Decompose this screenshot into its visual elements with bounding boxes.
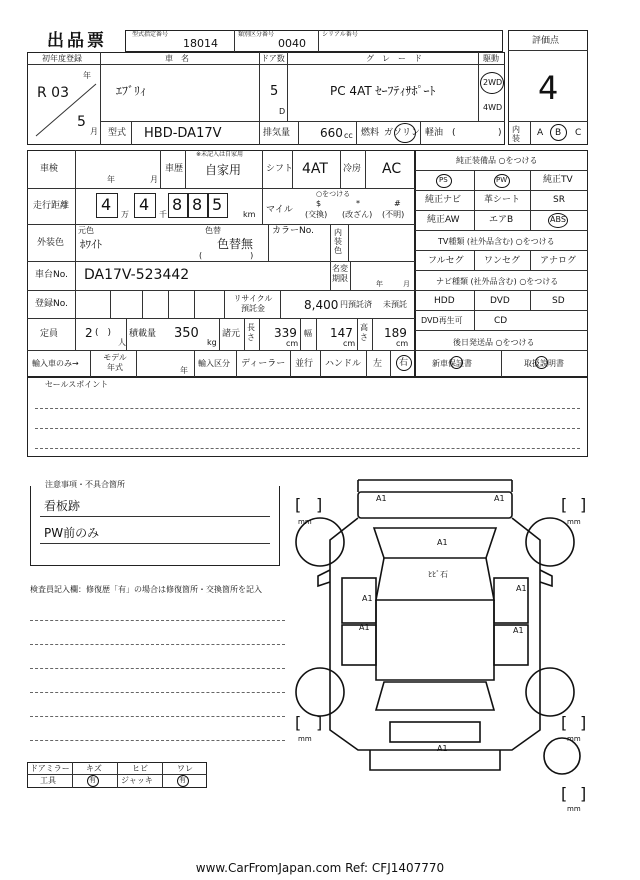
mileage-digit: 8	[192, 195, 203, 214]
tools-value: 有	[89, 776, 96, 784]
model-designation-label: 型式指定番号	[132, 31, 169, 38]
scratch-label: キズ	[86, 764, 102, 773]
load-label: 積載量	[129, 329, 157, 339]
damage-mark: A1	[359, 623, 370, 632]
later-title: 後日発送品 ○をつける	[453, 338, 535, 347]
sunroof: SR	[553, 195, 565, 205]
damage-mark: A1	[437, 538, 448, 547]
displacement-label: 排気量	[263, 128, 291, 138]
damage-mark: A1	[362, 594, 373, 603]
mm-unit: mm	[298, 735, 312, 743]
bracket-close: ]	[580, 713, 587, 732]
interior-color-label: 内装色	[334, 228, 342, 255]
power-window: PW	[496, 176, 508, 184]
damage-mark: A1	[437, 744, 448, 753]
name-change-year: 年	[376, 280, 383, 288]
width-label: 幅	[304, 329, 312, 338]
mileage-label: 走行距離	[33, 201, 70, 211]
unknown-symbol: #	[394, 199, 401, 208]
length-label: 長さ	[247, 323, 255, 342]
tamper-symbol: *	[356, 199, 360, 208]
car-diagram	[290, 470, 590, 815]
analog: アナログ	[540, 256, 577, 266]
handle-right: 右	[399, 358, 409, 368]
category-value: 0040	[278, 37, 306, 50]
load-value: 350	[174, 326, 199, 341]
grade-value: PC 4AT ｾｰﾌﾃｨｻﾎﾟｰﾄ	[330, 84, 436, 98]
mileage-digit: 4	[139, 195, 150, 214]
navi-title: ナビ種類 (社外品含む) ○をつける	[436, 277, 559, 286]
length-value: 339	[274, 326, 297, 340]
bracket-open: [	[295, 713, 302, 732]
height-unit: cm	[396, 339, 409, 348]
fuel-paren-open: (	[452, 128, 456, 138]
windshield-note: ﾋﾋﾞ石	[428, 570, 448, 579]
score-value: 4	[538, 69, 559, 107]
full-seg: フルセグ	[428, 256, 464, 266]
persons-unit: 人	[118, 338, 126, 347]
model-year-unit: 年	[180, 366, 188, 375]
sheet-title: 出品票	[47, 31, 107, 51]
length-unit: cm	[286, 339, 299, 348]
shift-value: 4AT	[302, 161, 328, 177]
inspection-year-unit: 年	[107, 175, 115, 184]
cd: CD	[494, 316, 508, 326]
exchange-label: (交換)	[305, 210, 328, 219]
light-oil-label: 軽油	[425, 128, 444, 138]
recycle-unit: 円預託済	[340, 300, 372, 309]
chassis-value: DA17V-523442	[84, 267, 190, 283]
damage-mark: A1	[494, 494, 505, 503]
model-year-label: モデル年式	[103, 353, 127, 372]
interior-a: A	[537, 128, 544, 138]
width-value: 147	[330, 326, 353, 340]
recycle-unpaid: 未預託	[383, 300, 407, 309]
capacity-paren: ( )	[95, 328, 112, 338]
first-reg-month: 5	[77, 114, 86, 130]
mileage-digit: 8	[172, 195, 183, 214]
mm-unit: mm	[567, 805, 581, 813]
import-type-label: 輸入区分	[198, 359, 230, 368]
genuine-tv: 純正TV	[543, 175, 573, 185]
navi-sd: SD	[552, 296, 565, 306]
one-seg: ワンセグ	[484, 256, 521, 266]
mirror-label: ドアミラー	[30, 764, 70, 773]
model-label: 型式	[108, 128, 127, 138]
interior-b: B	[555, 128, 562, 138]
first-reg-slash	[30, 80, 100, 140]
tools-label: 工具	[40, 776, 56, 785]
mileage-digit: 5	[212, 195, 223, 214]
notes-title: 注意事項・不具合箇所	[45, 480, 125, 489]
mileage-digit: 4	[101, 195, 112, 214]
airbag: エアB	[489, 215, 514, 225]
crack-label: ヒビ	[132, 764, 148, 773]
registration-label: 登録No.	[35, 299, 68, 309]
doors-label: ドア数	[261, 54, 285, 63]
fuel-label: 燃料	[361, 128, 380, 138]
mile-label: マイル	[266, 205, 293, 215]
dvd-player: DVD再生可	[421, 316, 463, 325]
note-line: 看板跡	[44, 499, 81, 513]
break-label: ワレ	[177, 764, 193, 773]
inspector-label: 検査員記入欄：修復歴「有」の場合は修復箇所・交換箇所を記入	[30, 585, 262, 594]
model-value: HBD-DA17V	[144, 126, 222, 141]
history-value: 自家用	[205, 163, 242, 177]
exterior-value: ﾎﾜｲﾄ	[80, 238, 102, 251]
color-no-label: カラーNo.	[272, 226, 314, 236]
drive-2wd: 2WD	[483, 78, 503, 87]
navi-dvd: DVD	[490, 296, 510, 306]
bracket-open: [	[561, 713, 568, 732]
power-steering: PS	[439, 176, 448, 184]
model-designation-value: 18014	[183, 37, 218, 50]
navi-hdd: HDD	[434, 296, 455, 306]
genuine-navi: 純正ナビ	[425, 195, 462, 205]
capacity-label: 定員	[40, 329, 59, 339]
recycle-value: 8,400	[304, 298, 339, 312]
sales-point-box	[27, 377, 588, 457]
jack-label: ジャッキ	[121, 776, 153, 785]
bracket-close: ]	[580, 784, 587, 803]
bracket-open: [	[561, 495, 568, 514]
ac-value: AC	[382, 161, 402, 177]
kg-unit: kg	[207, 338, 217, 347]
jack-value: 有	[179, 776, 186, 784]
sales-point-label: セールスポイント	[45, 380, 109, 389]
bracket-close: ]	[580, 495, 587, 514]
fuel-gasoline: ガソリン	[384, 128, 421, 138]
damage-mark: A1	[516, 584, 527, 593]
recycle-label: リサイクル預託金	[233, 294, 273, 313]
genuine-aw: 純正AW	[427, 215, 460, 225]
manual-circle	[535, 356, 548, 369]
handle-label: ハンドル	[325, 359, 362, 369]
header-code-box	[125, 30, 503, 52]
drive-label: 駆動	[483, 54, 499, 63]
car-name-label: 車 名	[165, 54, 189, 63]
warranty: 新車保証書	[432, 359, 472, 368]
km-unit: km	[243, 210, 256, 219]
capacity-value: 2	[85, 326, 93, 340]
exchange-symbol: $	[316, 199, 322, 208]
bracket-close: ]	[316, 713, 323, 732]
dealer-label: ディーラー	[241, 359, 286, 369]
import-only-label: 輸入車のみ→	[32, 359, 79, 368]
height-label: 高さ	[360, 323, 368, 342]
first-reg-month-unit: 月	[90, 127, 98, 136]
unknown-label: (不明)	[382, 210, 405, 219]
footer-ref: www.CarFromJapan.com Ref: CFJ1407770	[195, 861, 445, 875]
history-note: ※未記入は自家用	[196, 151, 244, 158]
damage-mark: A1	[513, 626, 524, 635]
repaint-value: 色替無	[217, 237, 254, 251]
name-change-label: 名変期限	[332, 264, 348, 283]
inspection-label: 車検	[40, 164, 59, 174]
ac-label: 冷房	[343, 164, 362, 174]
genuine-title: 純正装備品 ○をつける	[456, 156, 538, 165]
exterior-label: 外装色	[37, 238, 65, 248]
shift-label: シフト	[266, 164, 294, 174]
doors-suffix: D	[279, 107, 286, 116]
leather-seat: 革シート	[484, 195, 521, 205]
doors-value: 5	[270, 84, 279, 99]
repaint-paren: ( )	[199, 251, 254, 260]
first-reg-year-unit: 年	[83, 71, 91, 80]
first-reg-year: R 03	[37, 85, 69, 101]
mm-unit: mm	[567, 518, 581, 526]
note-line: PW前のみ	[44, 526, 100, 540]
name-change-month: 月	[403, 280, 410, 288]
orig-color-label: 元色	[78, 226, 94, 235]
mm-unit: mm	[567, 735, 581, 743]
bracket-open: [	[295, 495, 302, 514]
height-value: 189	[384, 326, 407, 340]
score-label: 評価点	[532, 36, 560, 46]
parallel-label: 並行	[295, 359, 314, 369]
width-unit: cm	[343, 339, 356, 348]
serial-label: シリアル番号	[322, 31, 358, 38]
history-label: 車歴	[165, 164, 184, 174]
car-name-value: ｴﾌﾞﾘｨ	[116, 84, 147, 98]
fuel-paren-close: )	[498, 128, 502, 138]
repaint-label: 色替	[205, 226, 221, 235]
first-reg-label: 初年度登録	[42, 54, 82, 63]
sen-unit: 千	[159, 210, 167, 219]
tamper-label: (改ざん)	[342, 210, 373, 219]
drive-4wd: 4WD	[483, 103, 503, 112]
displacement-unit: cc	[344, 131, 353, 140]
circle-note: ○をつける	[316, 190, 351, 198]
bracket-close: ]	[316, 495, 323, 514]
category-label: 類別区分番号	[238, 31, 275, 38]
interior-label: 内装	[512, 125, 520, 143]
abs: ABS	[550, 215, 566, 224]
displacement-value: 660	[320, 126, 343, 140]
man-unit: 万	[121, 210, 129, 219]
grade-label: グ レ ー ド	[366, 54, 422, 63]
tv-title: TV種類 (社外品含む) ○をつける	[438, 237, 555, 246]
manual: 取扱説明書	[524, 359, 564, 368]
damage-mark: A1	[376, 494, 387, 503]
bracket-open: [	[561, 784, 568, 803]
size-label: 諸元	[222, 329, 241, 339]
interior-c: C	[575, 128, 582, 138]
handle-left: 左	[373, 359, 383, 369]
warranty-circle	[450, 356, 463, 369]
inspection-month-unit: 月	[150, 175, 158, 184]
chassis-label: 車台No.	[35, 270, 68, 280]
mm-unit: mm	[298, 518, 312, 526]
